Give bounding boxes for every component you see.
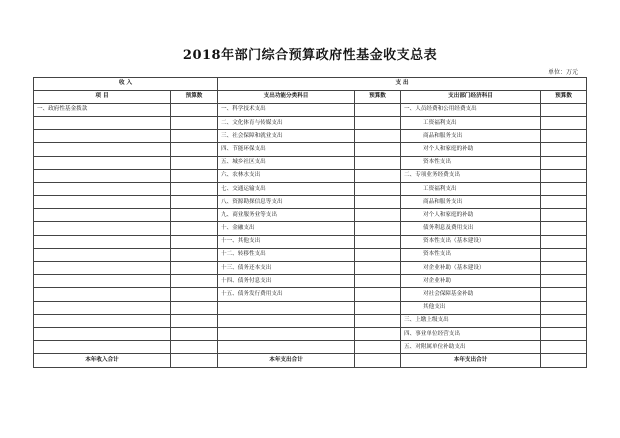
- income-budget-cell: [171, 196, 218, 209]
- income-item-cell: [34, 314, 171, 327]
- col-header-budget: 预算数: [355, 90, 401, 103]
- econ-item-cell: 对社会保障基金补助: [401, 288, 541, 301]
- func-item-cell: 十四、债务付息支出: [218, 275, 355, 288]
- table-row: [34, 143, 587, 156]
- econ-budget-cell: [541, 196, 587, 209]
- func-budget-cell: [355, 169, 401, 182]
- func-budget-cell: [355, 143, 401, 156]
- income-item-cell: [34, 301, 171, 314]
- income-item-cell: [34, 262, 171, 275]
- econ-item-cell: 五、对附属单位补助支出: [401, 341, 541, 354]
- table-row: [34, 288, 587, 301]
- col-header-econ: 支出部门经济科目: [401, 90, 541, 103]
- income-budget-cell: [171, 103, 218, 116]
- func-item-cell: [218, 341, 355, 354]
- unit-label: 单位：万元: [547, 69, 578, 76]
- func-budget-cell: [355, 182, 401, 195]
- income-total-value: [171, 354, 218, 367]
- func-budget-cell: [355, 262, 401, 275]
- income-item-cell: [34, 196, 171, 209]
- econ-item-cell: 对企业补助（基本建设）: [401, 262, 541, 275]
- table-row: [34, 248, 587, 261]
- func-budget-cell: [355, 235, 401, 248]
- income-item-cell: [34, 235, 171, 248]
- econ-budget-cell: [541, 235, 587, 248]
- func-budget-cell: [355, 103, 401, 116]
- econ-item-cell: 对个人和家庭的补助: [401, 209, 541, 222]
- income-budget-cell: [171, 116, 218, 129]
- func-item-cell: [218, 301, 355, 314]
- econ-budget-cell: [541, 103, 587, 116]
- econ-item-cell: 债务利息及费用支出: [401, 222, 541, 235]
- func-budget-cell: [355, 288, 401, 301]
- econ-item-cell: 四、事业单位经营支出: [401, 327, 541, 340]
- income-budget-cell: [171, 301, 218, 314]
- fund-summary-table: [33, 77, 587, 368]
- func-item-cell: 九、商业服务业等支出: [218, 209, 355, 222]
- income-budget-cell: [171, 130, 218, 143]
- econ-budget-cell: [541, 314, 587, 327]
- table-row: [34, 222, 587, 235]
- income-item-cell: [34, 288, 171, 301]
- func-item-cell: [218, 314, 355, 327]
- econ-budget-cell: [541, 341, 587, 354]
- econ-budget-cell: [541, 209, 587, 222]
- econ-budget-cell: [541, 275, 587, 288]
- income-budget-cell: [171, 314, 218, 327]
- econ-budget-cell: [541, 182, 587, 195]
- func-budget-cell: [355, 275, 401, 288]
- func-item-cell: 四、节能环保支出: [218, 143, 355, 156]
- func-budget-cell: [355, 301, 401, 314]
- income-budget-cell: [171, 222, 218, 235]
- func-budget-cell: [355, 130, 401, 143]
- func-total-label: 本年支出合计: [218, 354, 355, 367]
- func-budget-cell: [355, 196, 401, 209]
- income-item-cell: 一、政府性基金拨款: [34, 103, 171, 116]
- income-total-label: 本年收入合计: [34, 354, 171, 367]
- econ-budget-cell: [541, 248, 587, 261]
- func-item-cell: 十三、债务还本支出: [218, 262, 355, 275]
- income-budget-cell: [171, 143, 218, 156]
- econ-budget-cell: [541, 143, 587, 156]
- func-item-cell: 六、农林水支出: [218, 169, 355, 182]
- income-item-cell: [34, 209, 171, 222]
- table-row: [34, 301, 587, 314]
- table-row: [34, 116, 587, 129]
- table-row: [34, 209, 587, 222]
- income-item-cell: [34, 222, 171, 235]
- func-budget-cell: [355, 341, 401, 354]
- func-item-cell: [218, 327, 355, 340]
- col-header-budget: 预算数: [171, 90, 218, 103]
- income-budget-cell: [171, 248, 218, 261]
- econ-item-cell: 工资福利支出: [401, 182, 541, 195]
- func-total-value: [355, 354, 401, 367]
- col-header-budget: 预算数: [541, 90, 587, 103]
- table-row: [34, 262, 587, 275]
- column-header-row: [34, 90, 587, 103]
- econ-item-cell: 工资福利支出: [401, 116, 541, 129]
- income-item-cell: [34, 327, 171, 340]
- econ-total-value: [541, 354, 587, 367]
- income-budget-cell: [171, 262, 218, 275]
- econ-budget-cell: [541, 301, 587, 314]
- page-title: 2018年部门综合预算政府性基金收支总表: [182, 48, 438, 63]
- econ-budget-cell: [541, 327, 587, 340]
- func-item-cell: 三、社会保障和就业支出: [218, 130, 355, 143]
- expense-section-header: 支 出: [218, 78, 587, 91]
- econ-budget-cell: [541, 169, 587, 182]
- income-item-cell: [34, 156, 171, 169]
- func-item-cell: 十五、债务发行费用支出: [218, 288, 355, 301]
- income-budget-cell: [171, 156, 218, 169]
- table-row: [34, 314, 587, 327]
- income-budget-cell: [171, 209, 218, 222]
- income-section-header: 收 入: [34, 78, 218, 91]
- econ-item-cell: 资本性支出（基本建设）: [401, 235, 541, 248]
- econ-budget-cell: [541, 222, 587, 235]
- econ-item-cell: 资本性支出: [401, 248, 541, 261]
- econ-item-cell: 三、上缴上级支出: [401, 314, 541, 327]
- income-item-cell: [34, 169, 171, 182]
- econ-item-cell: 资本性支出: [401, 156, 541, 169]
- econ-item-cell: 对企业补助: [401, 275, 541, 288]
- table-row: [34, 341, 587, 354]
- income-item-cell: [34, 248, 171, 261]
- table-row: [34, 130, 587, 143]
- econ-budget-cell: [541, 288, 587, 301]
- income-item-cell: [34, 275, 171, 288]
- econ-budget-cell: [541, 130, 587, 143]
- income-budget-cell: [171, 327, 218, 340]
- econ-item-cell: 商品和服务支出: [401, 196, 541, 209]
- func-item-cell: 一、科学技术支出: [218, 103, 355, 116]
- income-item-cell: [34, 182, 171, 195]
- func-budget-cell: [355, 222, 401, 235]
- func-budget-cell: [355, 209, 401, 222]
- econ-total-label: 本年支出合计: [401, 354, 541, 367]
- income-budget-cell: [171, 235, 218, 248]
- col-header-func: 支出功能分类科目: [218, 90, 355, 103]
- table-row: [34, 235, 587, 248]
- table-row: [34, 327, 587, 340]
- func-item-cell: 八、资源勘探信息等支出: [218, 196, 355, 209]
- econ-item-cell: 一、人员经费和公用经费支出: [401, 103, 541, 116]
- table-row: [34, 103, 587, 116]
- func-item-cell: 十、金融支出: [218, 222, 355, 235]
- econ-item-cell: 商品和服务支出: [401, 130, 541, 143]
- income-item-cell: [34, 143, 171, 156]
- func-item-cell: 十一、其他支出: [218, 235, 355, 248]
- totals-row: [34, 354, 587, 367]
- table-row: [34, 275, 587, 288]
- income-budget-cell: [171, 288, 218, 301]
- func-item-cell: 七、交通运输支出: [218, 182, 355, 195]
- econ-budget-cell: [541, 262, 587, 275]
- income-budget-cell: [171, 182, 218, 195]
- section-header-row: [34, 78, 587, 91]
- econ-item-cell: 二、专项业务经费支出: [401, 169, 541, 182]
- func-item-cell: 五、城乡社区支出: [218, 156, 355, 169]
- col-header-item: 项 目: [34, 90, 171, 103]
- func-budget-cell: [355, 327, 401, 340]
- econ-item-cell: 对个人和家庭的补助: [401, 143, 541, 156]
- income-budget-cell: [171, 341, 218, 354]
- func-budget-cell: [355, 314, 401, 327]
- income-item-cell: [34, 130, 171, 143]
- econ-budget-cell: [541, 116, 587, 129]
- income-budget-cell: [171, 169, 218, 182]
- func-budget-cell: [355, 156, 401, 169]
- econ-budget-cell: [541, 156, 587, 169]
- income-item-cell: [34, 341, 171, 354]
- income-budget-cell: [171, 275, 218, 288]
- func-item-cell: 十二、转移性支出: [218, 248, 355, 261]
- func-budget-cell: [355, 116, 401, 129]
- table-row: [34, 156, 587, 169]
- table-row: [34, 169, 587, 182]
- table-row: [34, 196, 587, 209]
- func-budget-cell: [355, 248, 401, 261]
- econ-item-cell: 其他支出: [401, 301, 541, 314]
- func-item-cell: 二、文化体育与传媒支出: [218, 116, 355, 129]
- income-item-cell: [34, 116, 171, 129]
- table-row: [34, 182, 587, 195]
